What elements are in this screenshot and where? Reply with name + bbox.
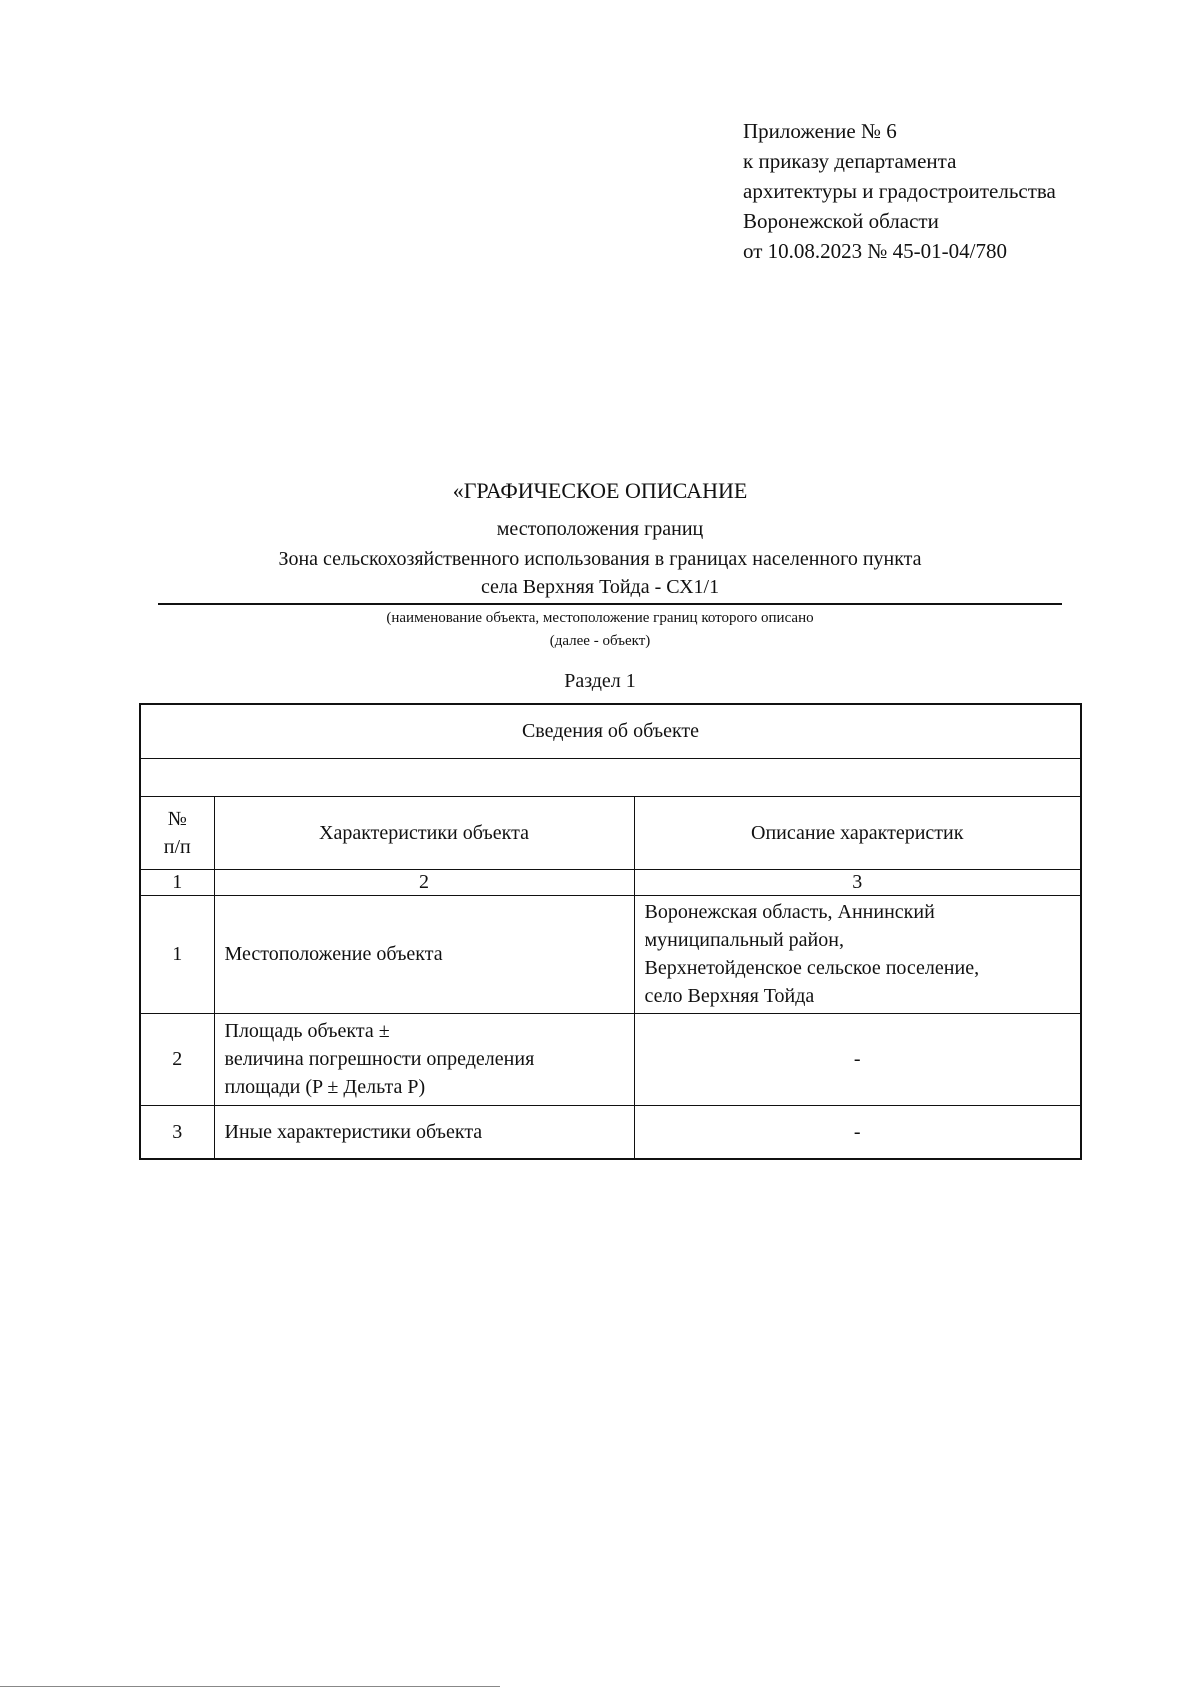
appendix-line: от 10.08.2023 № 45-01-04/780	[743, 239, 1008, 263]
column-header-num-line: п/п	[163, 835, 191, 858]
title-line-3: села Верхняя Тойда - СХ1/1	[480, 576, 720, 598]
row-number: 3	[140, 1105, 214, 1159]
document-title: «ГРАФИЧЕСКОЕ ОПИСАНИЕ	[452, 478, 748, 503]
column-number: 2	[214, 869, 634, 895]
table-row	[140, 1013, 1081, 1105]
appendix-line: к приказу департамента	[743, 149, 957, 173]
row-characteristic-line: Площадь объекта ±	[224, 1020, 390, 1042]
row-description: -	[634, 1105, 1081, 1159]
row-description: -	[634, 1013, 1081, 1105]
column-header-description: Описание характеристик	[634, 796, 1081, 869]
table-row	[140, 1105, 1081, 1159]
appendix-line: Приложение № 6	[743, 119, 897, 143]
row-description-line: село Верхняя Тойда	[644, 985, 815, 1007]
row-characteristic-line: Иные характеристики объекта	[224, 1120, 483, 1143]
row-characteristic-line: Местоположение объекта	[224, 943, 443, 965]
table-row	[140, 895, 1081, 1013]
caption-line-2: (далее - объект)	[549, 633, 651, 649]
title-underline	[158, 603, 1062, 605]
column-header-num-line: №	[167, 807, 187, 830]
table-empty-cell	[140, 758, 1081, 796]
row-characteristic-line: площади (P ± Дельта P)	[224, 1076, 426, 1098]
row-characteristic-line: величина погрешности определения	[224, 1048, 535, 1070]
row-description-line: муниципальный район,	[644, 929, 844, 951]
column-header-characteristic: Характеристики объекта	[214, 796, 634, 869]
appendix-line: Воронежской области	[743, 209, 939, 233]
row-number: 2	[140, 1013, 214, 1105]
table-header-row	[140, 704, 1081, 758]
row-characteristic	[214, 895, 634, 1013]
row-description-line: Воронежская область, Аннинский	[644, 901, 935, 923]
caption-line-1: (наименование объекта, местоположение границ которого описано	[386, 610, 814, 626]
table-column-number-row	[140, 869, 1081, 895]
table-header: Сведения об объекте	[140, 704, 1081, 758]
section-heading: Раздел 1	[564, 670, 636, 692]
row-number: 1	[140, 895, 214, 1013]
row-description-line: Верхнетойденское сельское поселение,	[644, 957, 980, 979]
scan-artifact-line	[0, 1686, 500, 1687]
appendix-line: архитектуры и градостроительства	[743, 179, 1056, 203]
column-number: 1	[140, 869, 214, 895]
title-line-1: местоположения границ	[496, 518, 704, 540]
column-header-num	[140, 796, 214, 869]
row-characteristic	[214, 1105, 634, 1159]
appendix-header	[743, 116, 1143, 266]
table-empty-row	[140, 758, 1081, 796]
column-number: 3	[634, 869, 1081, 895]
table-column-header-row	[140, 796, 1081, 869]
object-info-table	[139, 703, 1082, 1160]
title-line-2: Зона сельскохозяйственного использования в границах населенного пункта	[278, 548, 922, 570]
row-characteristic	[214, 1013, 634, 1105]
row-description	[634, 895, 1081, 1013]
